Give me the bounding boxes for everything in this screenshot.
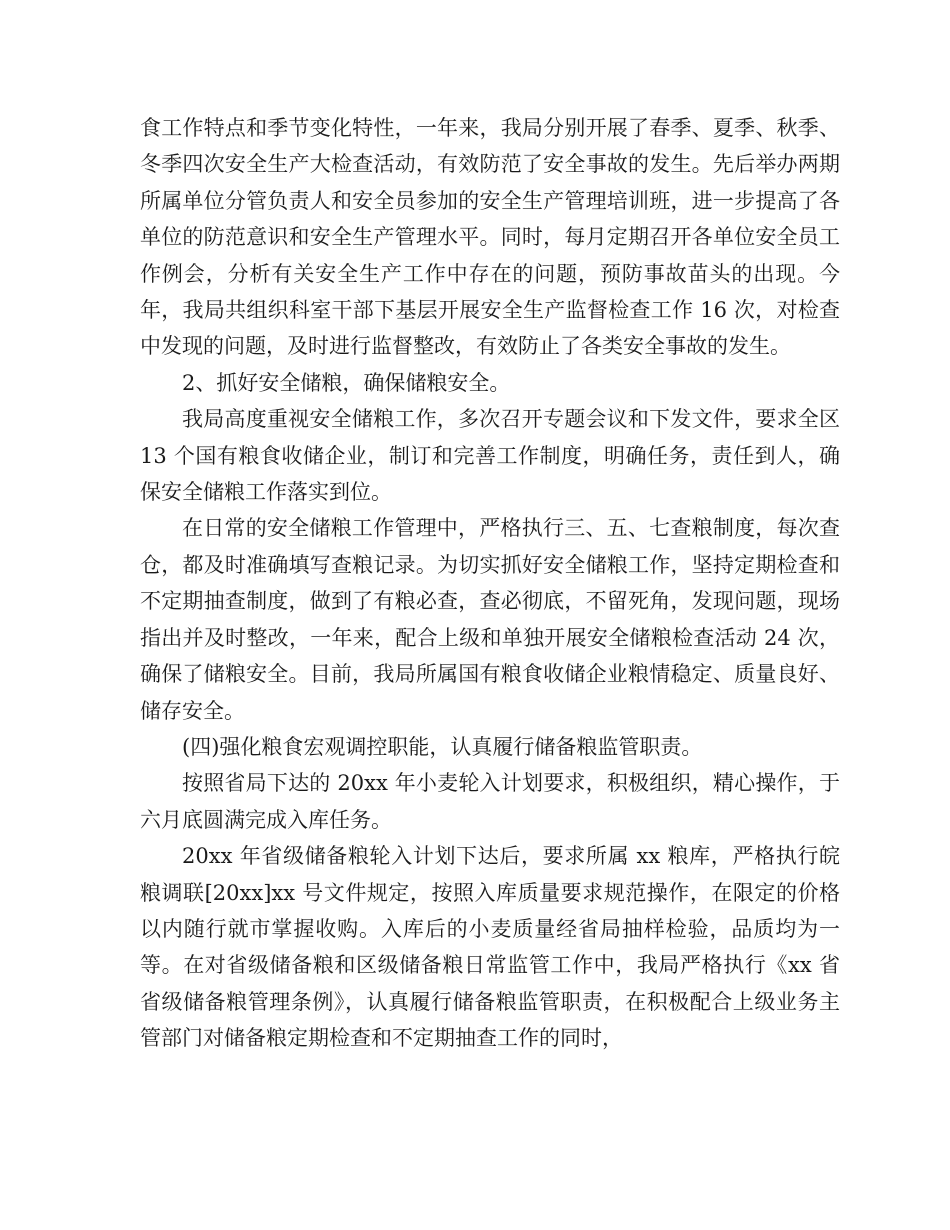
text-line: 举办两期所属单位分管负责人和安全员参加的安全生产管理培训班，进 xyxy=(140,152,840,213)
section-heading-macro-control xyxy=(140,729,840,765)
text-line: 食工作特点和季节变化特性，一年来，我局分别开展了春季、夏季、秋 xyxy=(140,116,798,140)
paragraph-wheat-rotation xyxy=(140,765,840,838)
text-line: (四)强化粮食宏观调控职能，认真履行储备粮监管职责。 xyxy=(182,734,703,759)
paragraph-grain-storage-meetings xyxy=(140,401,840,510)
text-line: 皖粮调联[20xx]xx 号文件规定，按照入库质量要求规范操作，在限定 xyxy=(140,844,840,905)
text-line: 一步提高了各单位的防范意识和安全生产管理水平。同时，每月定期召 xyxy=(140,188,840,250)
text-line: 我局高度重视安全储粮工作，多次召开专题会议和下发文件，要求 xyxy=(182,407,798,432)
text-line: 期检查和不定期抽查制度，做到了有粮必查，查必彻底，不留死角，发 xyxy=(140,552,840,614)
text-line: 开各单位安全员工作例会，分析有关安全生产工作中存在的问题，预防 xyxy=(140,225,840,286)
text-line: 于六月底圆满完成入库任务。 xyxy=(140,771,840,832)
text-line: 质均为一等。在对省级储备粮和区级储备粮日常监管工作中，我局严格 xyxy=(140,916,841,978)
section-heading-grain-storage xyxy=(140,365,840,401)
text-line: 了各类安全事故的发生。 xyxy=(560,334,791,359)
text-line: 到人，确保安全储粮工作落实到位。 xyxy=(140,443,840,505)
text-line: 检查工作 16 次，对检查中发现的问题，及时进行监督整改，有效防止 xyxy=(140,298,841,359)
text-line: 按照省局下达的 20xx 年小麦轮入计划要求，积极组织，精心操作， xyxy=(182,771,819,796)
text-line: 季、冬季四次安全生产大检查活动，有效防范了安全事故的发生。先后 xyxy=(140,116,840,177)
paragraph-provincial-reserve xyxy=(140,838,840,1056)
text-line: 事故苗头的出现。今年，我局共组织科室干部下基层开展安全生产监督 xyxy=(140,261,841,323)
text-line: 次查仓，都及时准确填写查粮记录。为切实抓好安全储粮工作，坚持定 xyxy=(140,516,840,577)
paragraph-daily-management xyxy=(140,510,840,728)
text-line: 全区 13 个国有粮食收储企业，制订和完善工作制度，明确任务，责任 xyxy=(140,407,840,468)
text-line: 极配合上级业务主管部门对储备粮定期检查和不定期抽查工作的同时， xyxy=(140,989,840,1051)
document-body xyxy=(140,110,840,1057)
text-line: 在日常的安全储粮工作管理中，严格执行三、五、七查粮制度，每 xyxy=(182,516,798,541)
text-line: 现问题，现场指出并及时整改，一年来，配合上级和单独开展安全储粮 xyxy=(140,589,840,650)
text-line: 20xx 年省级储备粮轮入计划下达后，要求所属 xx 粮库，严格执行 xyxy=(182,844,819,869)
text-line: 检查活动 24 次，确保了储粮安全。目前，我局所属国有粮食收储企业 xyxy=(140,625,840,687)
paragraph-safety-inspection xyxy=(140,110,840,365)
text-line: 的价格以内随行就市掌握收购。入库后的小麦质量经省局抽样检验，品 xyxy=(140,880,840,941)
text-line: 执行《xx 省省级储备粮管理条例》，认真履行储备粮监管职责，在积 xyxy=(140,953,840,1014)
text-line: 2、抓好安全储粮，确保储粮安全。 xyxy=(182,370,511,395)
text-line: 粮情稳定、质量良好、储存安全。 xyxy=(140,662,840,723)
